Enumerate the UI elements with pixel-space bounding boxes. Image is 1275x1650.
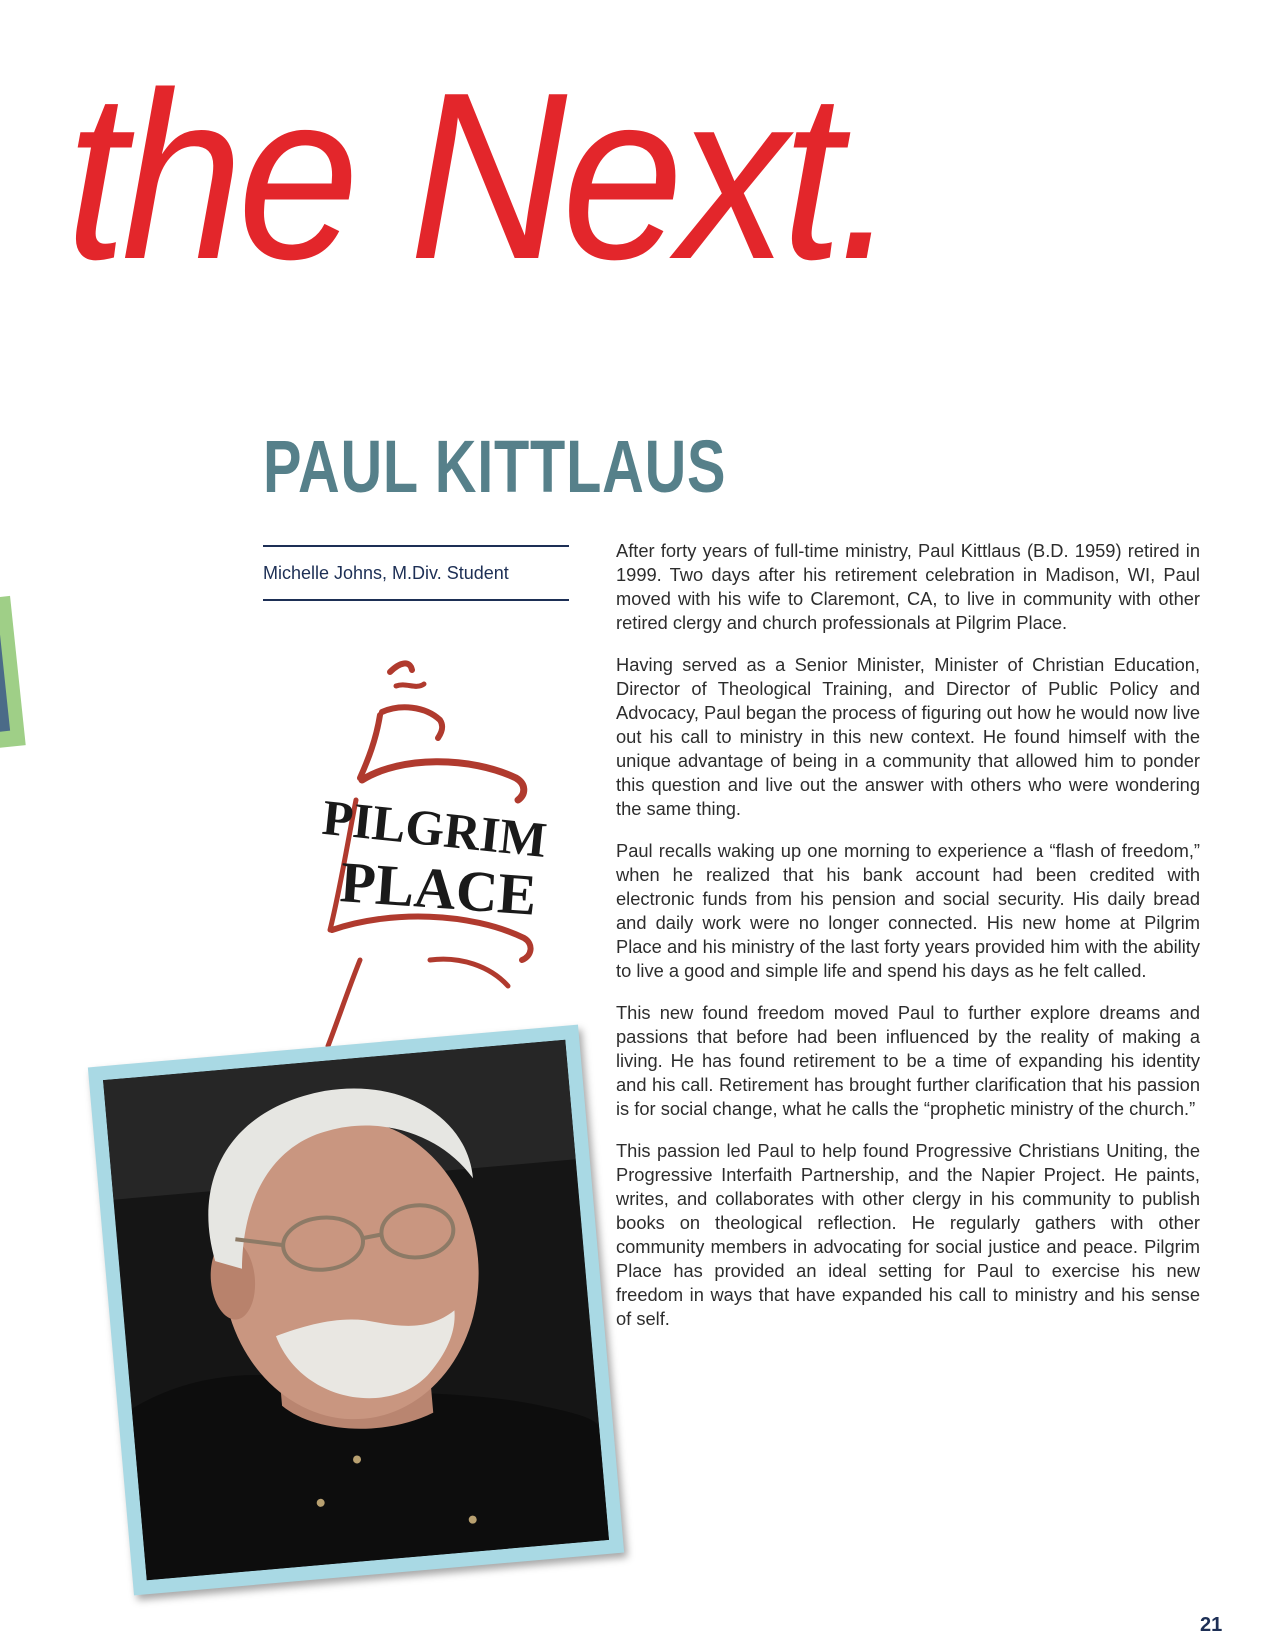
byline-text: Michelle Johns, M.Div. Student [263, 562, 509, 583]
article-body [616, 539, 1200, 1349]
paragraph: Paul recalls waking up one morning to experience a “flash of freedom,” when he realized that his bank account had been credited with electronic funds from his pension and social security. His daily bread and daily work were no longer connected. His new home at Pilgrim Place and his ministry of the last forty years provided him with the ability to live a good and simple life and spend his days as he felt called. [616, 840, 1200, 981]
portrait-illustration [103, 1040, 609, 1581]
logo-word-place: PLACE [338, 849, 539, 928]
portrait-photo-frame [88, 1025, 624, 1596]
paragraph: This passion led Paul to help found Progressive Christians Uniting, the Progressive Interfaith Partnership, and the Napier Project. He paints, writes, and collaborates with other clergy in his community to publish books on theological reflection. He regularly gathers with other community members in advocating for social justice and peace. Pilgrim Place has provided an ideal setting for Paul to exercise his new freedom in ways that have expanded his call to ministry and his sense of self. [616, 1140, 1200, 1329]
paragraph: This new found freedom moved Paul to further explore dreams and passions that before had been influenced by the reality of making a living. He has found retirement to be a time of expanding his identity and his call. Retirement has brought further clarification that his passion is for social change, what he calls the “prophetic ministry of the church.” [616, 1002, 1200, 1119]
edge-photo-inner [0, 611, 10, 733]
article-title: PAUL KITTLAUS [263, 425, 727, 508]
page-number: 21 [1200, 1614, 1223, 1636]
logo-word-pilgrim: PILGRIM [320, 788, 550, 869]
edge-photo-fragment [0, 596, 26, 750]
pilgrim-place-logo [320, 660, 580, 1050]
paragraph: After forty years of full-time ministry, Paul Kittlaus (B.D. 1959) retired in 1999. Two days after his retirement celebration in Madison, WI, Paul moved with his wife to Claremont, CA, to live in community with other retired clergy and church professionals at Pilgrim Place. [616, 540, 1200, 633]
paragraph: Having served as a Senior Minister, Minister of Christian Education, Director of Theological Training, and Director of Public Policy and Advocacy, Paul began the process of figuring out how he would now live out his call to ministry in this new context. He found himself with the unique advantage of being in a community that allowed him to ponder this question and live out the answer with others who were wondering the same thing. [616, 654, 1200, 819]
headline: the Next. [66, 44, 893, 309]
byline [263, 545, 569, 601]
portrait-photo [103, 1040, 609, 1581]
